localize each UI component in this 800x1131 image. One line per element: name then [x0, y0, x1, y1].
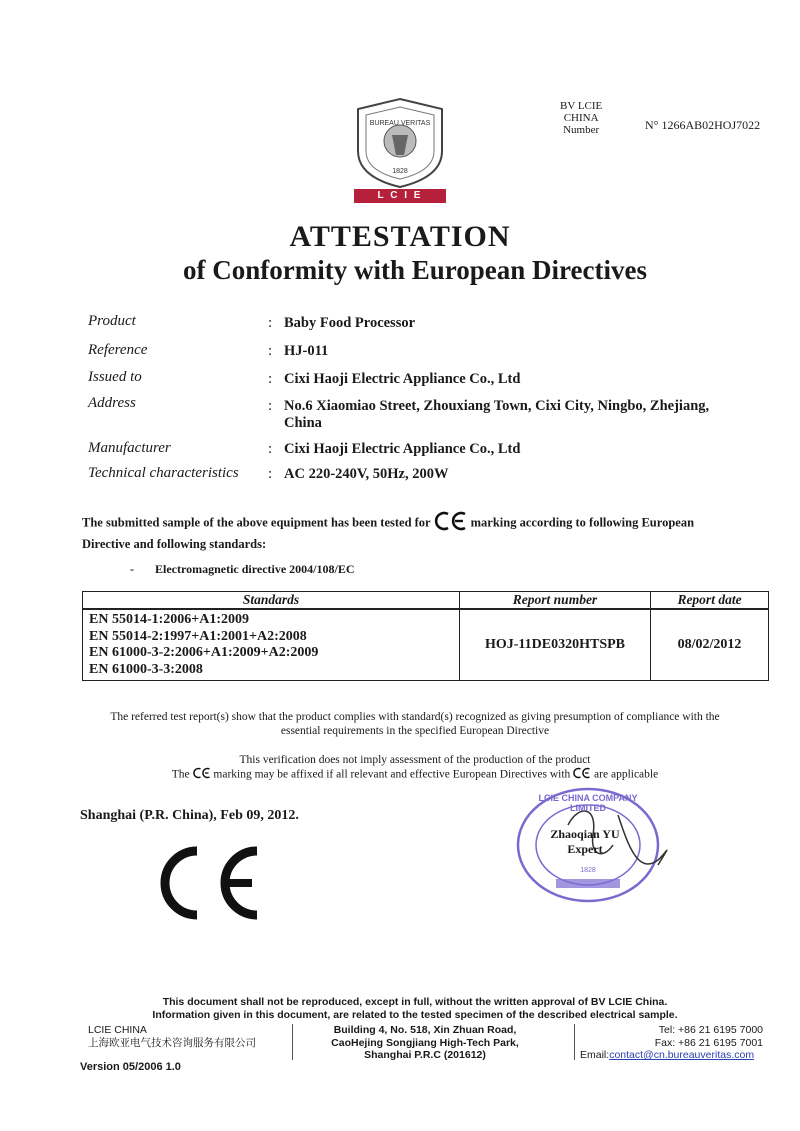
product-label: Product — [88, 313, 136, 329]
footer-company — [88, 1024, 256, 1049]
colon: : — [268, 398, 273, 414]
standards-table — [82, 591, 769, 681]
address-line-2: China — [284, 415, 322, 431]
email-line — [580, 1049, 763, 1062]
address-line: Building 4, No. 518, Xin Zhuan Road, — [333, 1024, 517, 1036]
verification-line: This verification does not imply assessment of the production of the product — [239, 754, 591, 766]
version-label: Version 05/2006 1.0 — [80, 1061, 181, 1073]
address-value — [284, 398, 754, 432]
footer-contact — [580, 1024, 763, 1062]
svg-text:1828: 1828 — [392, 168, 408, 175]
email-label: Email: — [580, 1049, 610, 1061]
footer-notice — [80, 996, 750, 1022]
signer-name: Zhaoqian YU — [550, 827, 620, 841]
statement-part-1: The submitted sample of the above equipment has been tested for — [82, 515, 431, 530]
technical-label: Technical characteristics — [88, 465, 239, 481]
report-date-cell: 08/02/2012 — [651, 609, 769, 681]
email-link[interactable]: contact@cn.bureauveritas.com — [609, 1049, 755, 1061]
fax-number: Fax: +86 21 6195 7001 — [654, 1036, 763, 1049]
standards-cell — [83, 609, 460, 681]
certificate-number: N° 1266AB02HOJ7022 — [645, 118, 761, 132]
address-label: Address — [88, 395, 136, 411]
report-date-header: Report date — [651, 592, 769, 610]
standard-item: EN 61000-3-3:2008 — [89, 661, 203, 677]
directive-bullet — [130, 562, 355, 577]
stamp-ring-text: LCIE CHINA COMPANY LIMITED — [538, 793, 638, 813]
reference-label: Reference — [88, 342, 148, 358]
place-and-date: Shanghai (P.R. China), Feb 09, 2012. — [80, 808, 299, 823]
ce-mark-small-icon — [573, 767, 591, 783]
marking-mid: marking may be affixed if all relevant and effective European Directives with — [213, 768, 571, 781]
footer-address — [300, 1024, 550, 1062]
phone-number: Tel: +86 21 6195 7000 — [658, 1024, 763, 1036]
issued-to-label: Issued to — [88, 369, 142, 385]
bv-label-1: BV LCIE — [560, 100, 603, 112]
standards-header: Standards — [83, 592, 460, 610]
referred-line-2: essential requirements in the specified European Directive — [280, 725, 550, 737]
statement-paragraph — [82, 511, 742, 553]
report-number-header: Report number — [460, 592, 651, 610]
document-subtitle: of Conformity with European Directives — [183, 255, 647, 285]
statement-line-2: Directive and following standards: — [82, 537, 267, 551]
marking-line — [80, 767, 750, 783]
footer-divider — [292, 1024, 293, 1060]
notice-line-2: Information given in this document, are related to the tested specimen of the described electrical sample. — [152, 1009, 678, 1021]
bv-label-block — [560, 100, 602, 136]
bullet-dash: - — [130, 562, 134, 576]
colon: : — [268, 315, 273, 331]
stamp-year: 1828 — [580, 867, 596, 874]
address-line: CaoHejing Songjiang High-Tech Park, — [331, 1036, 519, 1049]
table-row — [83, 609, 769, 681]
address-line-1: No.6 Xiaomiao Street, Zhouxiang Town, Cixi City, Ningbo, Zhejiang, — [284, 398, 710, 414]
issued-to-value: Cixi Haoji Electric Appliance Co., Ltd — [284, 371, 521, 387]
ce-mark-small-icon — [193, 767, 211, 783]
footer-divider — [574, 1024, 575, 1060]
colon: : — [268, 466, 273, 482]
referred-line-1: The referred test report(s) show that the product complies with standard(s) recognized as giving presumption of compliance with the — [110, 711, 720, 723]
colon: : — [268, 371, 273, 387]
table-header-row — [83, 592, 769, 610]
document-title: ATTESTATION — [289, 220, 511, 253]
directive-text: Electromagnetic directive 2004/108/EC — [155, 562, 355, 576]
bv-label-3: Number — [563, 124, 600, 136]
company-name-cn: 上海欧亚电气技术咨询服务有限公司 — [88, 1036, 256, 1049]
bureau-veritas-logo — [350, 95, 450, 205]
svg-text:BUREAU VERITAS: BUREAU VERITAS — [369, 120, 431, 127]
report-number-cell: HOJ-11DE0320HTSPB — [460, 609, 651, 681]
manufacturer-value: Cixi Haoji Electric Appliance Co., Ltd — [284, 441, 521, 457]
reference-value: HJ-011 — [284, 343, 329, 359]
product-value: Baby Food Processor — [284, 315, 416, 331]
marking-pre: The — [171, 768, 190, 781]
address-line: Shanghai P.R.C (201612) — [364, 1049, 486, 1061]
ce-mark-large-icon — [152, 843, 264, 928]
signer-block — [530, 827, 640, 857]
standard-item: EN 55014-1:2006+A1:2009 — [89, 612, 250, 627]
colon: : — [268, 343, 273, 359]
company-stamp — [508, 785, 668, 905]
ce-mark-icon — [434, 511, 468, 536]
marking-post: are applicable — [594, 768, 659, 781]
signer-title: Expert — [567, 842, 603, 856]
notice-line-1: This document shall not be reproduced, except in full, without the written approval of BV LCIE China. — [162, 996, 668, 1008]
bv-label-2: CHINA — [563, 112, 599, 124]
standard-item: EN 61000-3-2:2006+A1:2009+A2:2009 — [89, 645, 319, 660]
referred-note — [80, 710, 750, 738]
colon: : — [268, 441, 273, 457]
manufacturer-label: Manufacturer — [88, 440, 171, 456]
standard-item: EN 55014-2:1997+A1:2001+A2:2008 — [89, 628, 307, 644]
company-name-en: LCIE CHINA — [88, 1024, 147, 1036]
verification-note — [80, 753, 750, 783]
technical-value: AC 220-240V, 50Hz, 200W — [284, 466, 449, 482]
lcie-badge-text: L C I E — [377, 190, 423, 201]
statement-part-2: marking according to following European — [470, 515, 695, 530]
